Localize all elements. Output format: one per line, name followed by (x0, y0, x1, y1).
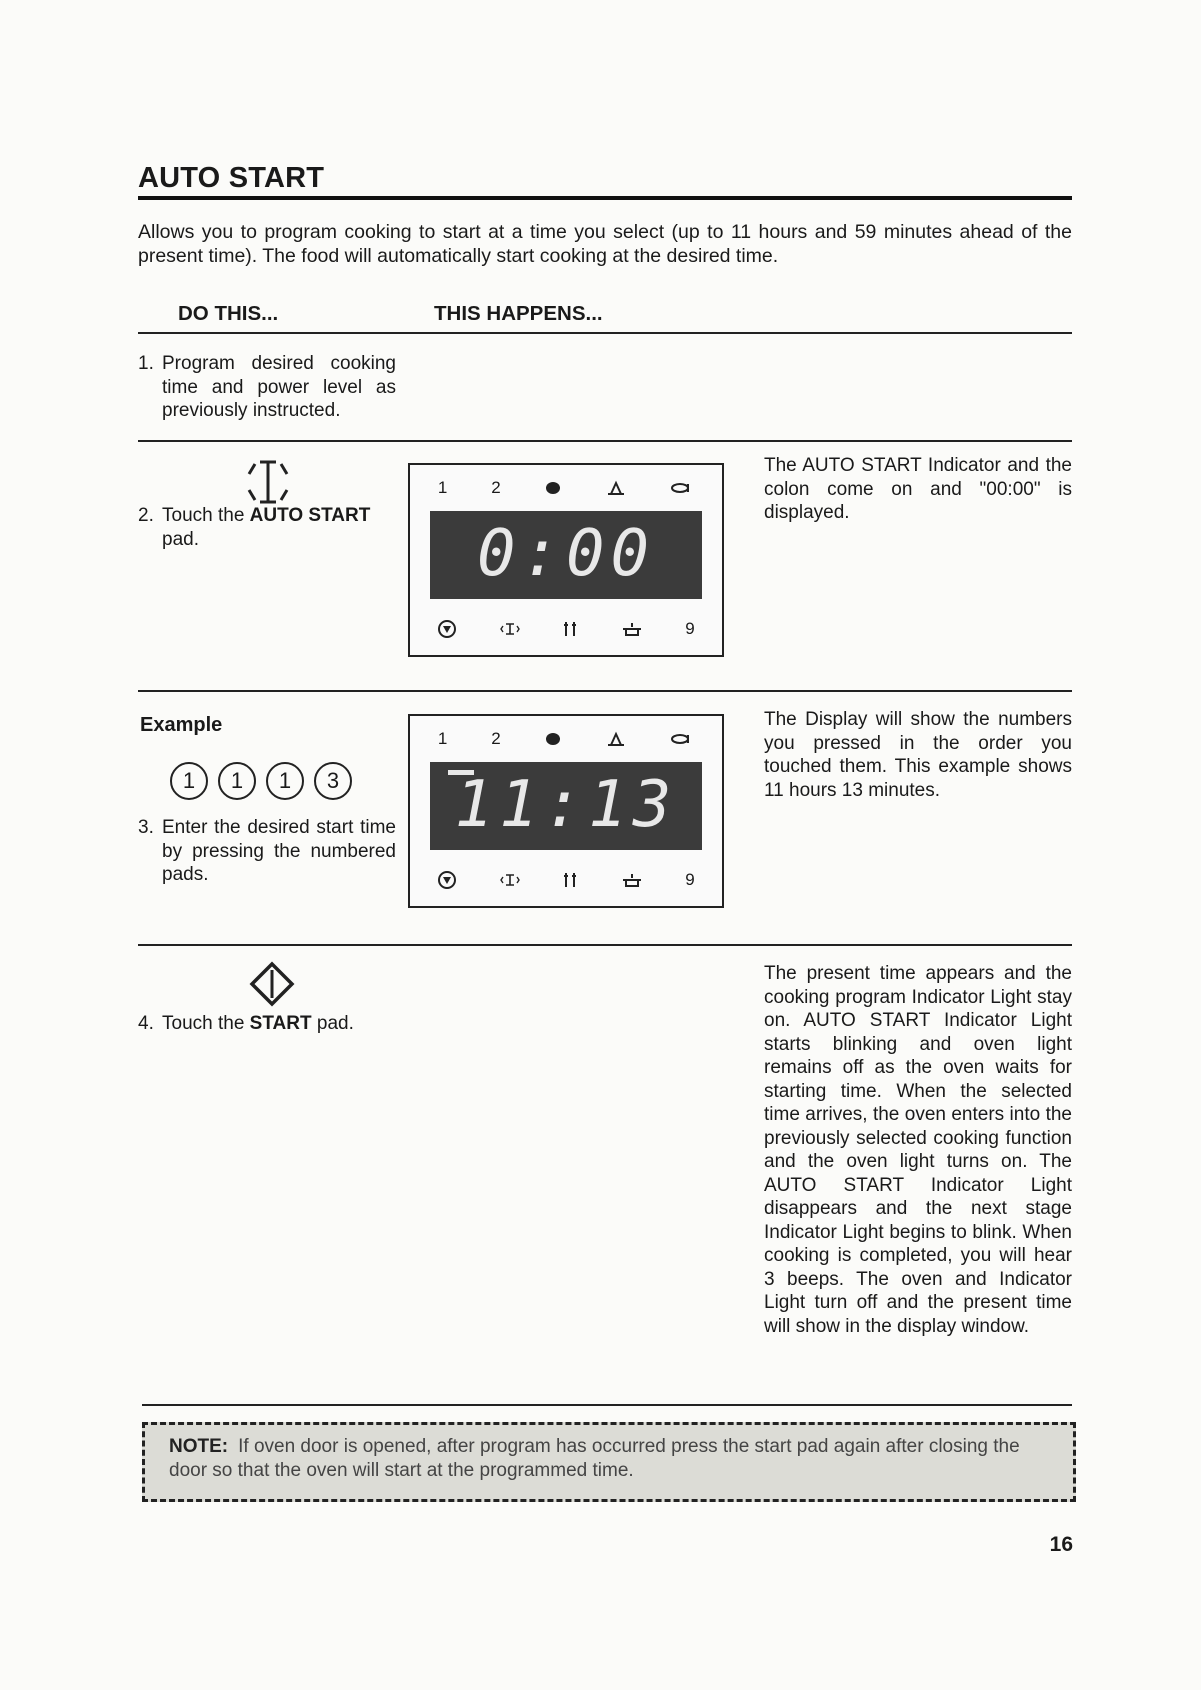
pot-icon (621, 621, 643, 637)
indicator-stage-2: 2 (491, 478, 501, 497)
display-bottom-indicators (416, 617, 716, 641)
page-number: 16 (1049, 1533, 1073, 1556)
indicator-9: 9 (685, 619, 695, 638)
auto-start-indicator-icon (500, 620, 520, 638)
step-1-text: Program desired cooking time and power level as previously instructed. (162, 353, 396, 421)
pot-icon (621, 872, 643, 888)
this-happens-heading: THIS HAPPENS... (434, 302, 603, 325)
number-pad-1: 1 (218, 762, 256, 800)
display-digits: 0:00 (476, 517, 656, 591)
oven-display-2 (408, 714, 724, 908)
header-rule (138, 332, 1072, 334)
grill-icon (606, 731, 626, 747)
note (169, 1435, 1049, 1483)
auto-start-indicator-icon (500, 871, 520, 889)
indicator-stage-2: 2 (491, 729, 501, 748)
indicator-9: 9 (685, 870, 695, 889)
example-label: Example (140, 714, 223, 736)
note-text: If oven door is opened, after program has occurred press the start pad again after closing the door so that the oven will start at the programmed time. (169, 1436, 1020, 1481)
step-1-number: 1. (138, 353, 154, 374)
step-2-text: Touch the AUTO START pad. (162, 505, 371, 550)
stop-icon (437, 870, 457, 890)
step-3-result: The Display will show the numbers you pressed in the order you touched them. This example shows 11 hours 13 minutes. (764, 709, 1072, 801)
weight-icon (562, 620, 578, 638)
oven-display-1 (408, 463, 724, 657)
do-this-heading: DO THIS... (178, 302, 279, 325)
title-rule (138, 196, 1072, 200)
display-screen (430, 762, 702, 850)
step-3 (138, 816, 396, 887)
step-4-text: Touch the START pad. (162, 1013, 354, 1034)
number-pads (170, 762, 362, 800)
defrost-icon (544, 481, 562, 495)
step-2 (138, 504, 396, 551)
display-top-indicators (416, 477, 716, 499)
number-pad-3: 3 (314, 762, 352, 800)
grill-icon (606, 480, 626, 496)
step-2-result: The AUTO START Indicator and the colon come on and "00:00" is displayed. (764, 455, 1072, 523)
display-screen (430, 511, 702, 599)
step-3-number: 3. (138, 817, 154, 838)
step-3-text: Enter the desired start time by pressing the numbered pads. (162, 817, 396, 885)
page-title: AUTO START (138, 162, 325, 194)
divider (138, 440, 1072, 442)
fan-icon (670, 482, 694, 494)
display-top-indicators (416, 728, 716, 750)
divider (138, 690, 1072, 692)
step-4 (138, 1012, 396, 1036)
step-2-number: 2. (138, 505, 154, 526)
start-pad-icon (248, 960, 296, 1013)
indicator-stage-1: 1 (437, 478, 448, 497)
display-bottom-indicators (416, 868, 716, 892)
note-box (142, 1422, 1076, 1502)
number-pad-1: 1 (170, 762, 208, 800)
defrost-icon (544, 732, 562, 746)
indicator-stage-1: 1 (437, 729, 448, 748)
weight-icon (562, 871, 578, 889)
step-1 (138, 352, 396, 423)
stop-icon (437, 619, 457, 639)
note-label: NOTE: (169, 1436, 229, 1457)
display-digits: 11:13 (454, 768, 678, 842)
number-pad-1: 1 (266, 762, 304, 800)
divider (138, 944, 1072, 946)
intro-text: Allows you to program cooking to start at a time you select (up to 11 hours and 59 minutes ahead of the present time). The food will automatically start cooking at the desired time. (138, 221, 1072, 267)
divider (142, 1404, 1072, 1406)
step-4-number: 4. (138, 1013, 154, 1034)
fan-icon (670, 733, 694, 745)
step-4-result: The present time appears and the cooking program Indicator Light stay on. AUTO START Indicator Light starts blinking and oven light remains off as the oven waits for starting time. When the selected time arrives, the oven enters into the previously selected cooking function and the oven light turns on. The AUTO START Indicator Light disappears and the next stage Indicator Light begins to blink. When cooking is completed, you will hear 3 beeps. The oven and Indicator Light turn off and the present time will show in the display window. (764, 963, 1072, 1337)
